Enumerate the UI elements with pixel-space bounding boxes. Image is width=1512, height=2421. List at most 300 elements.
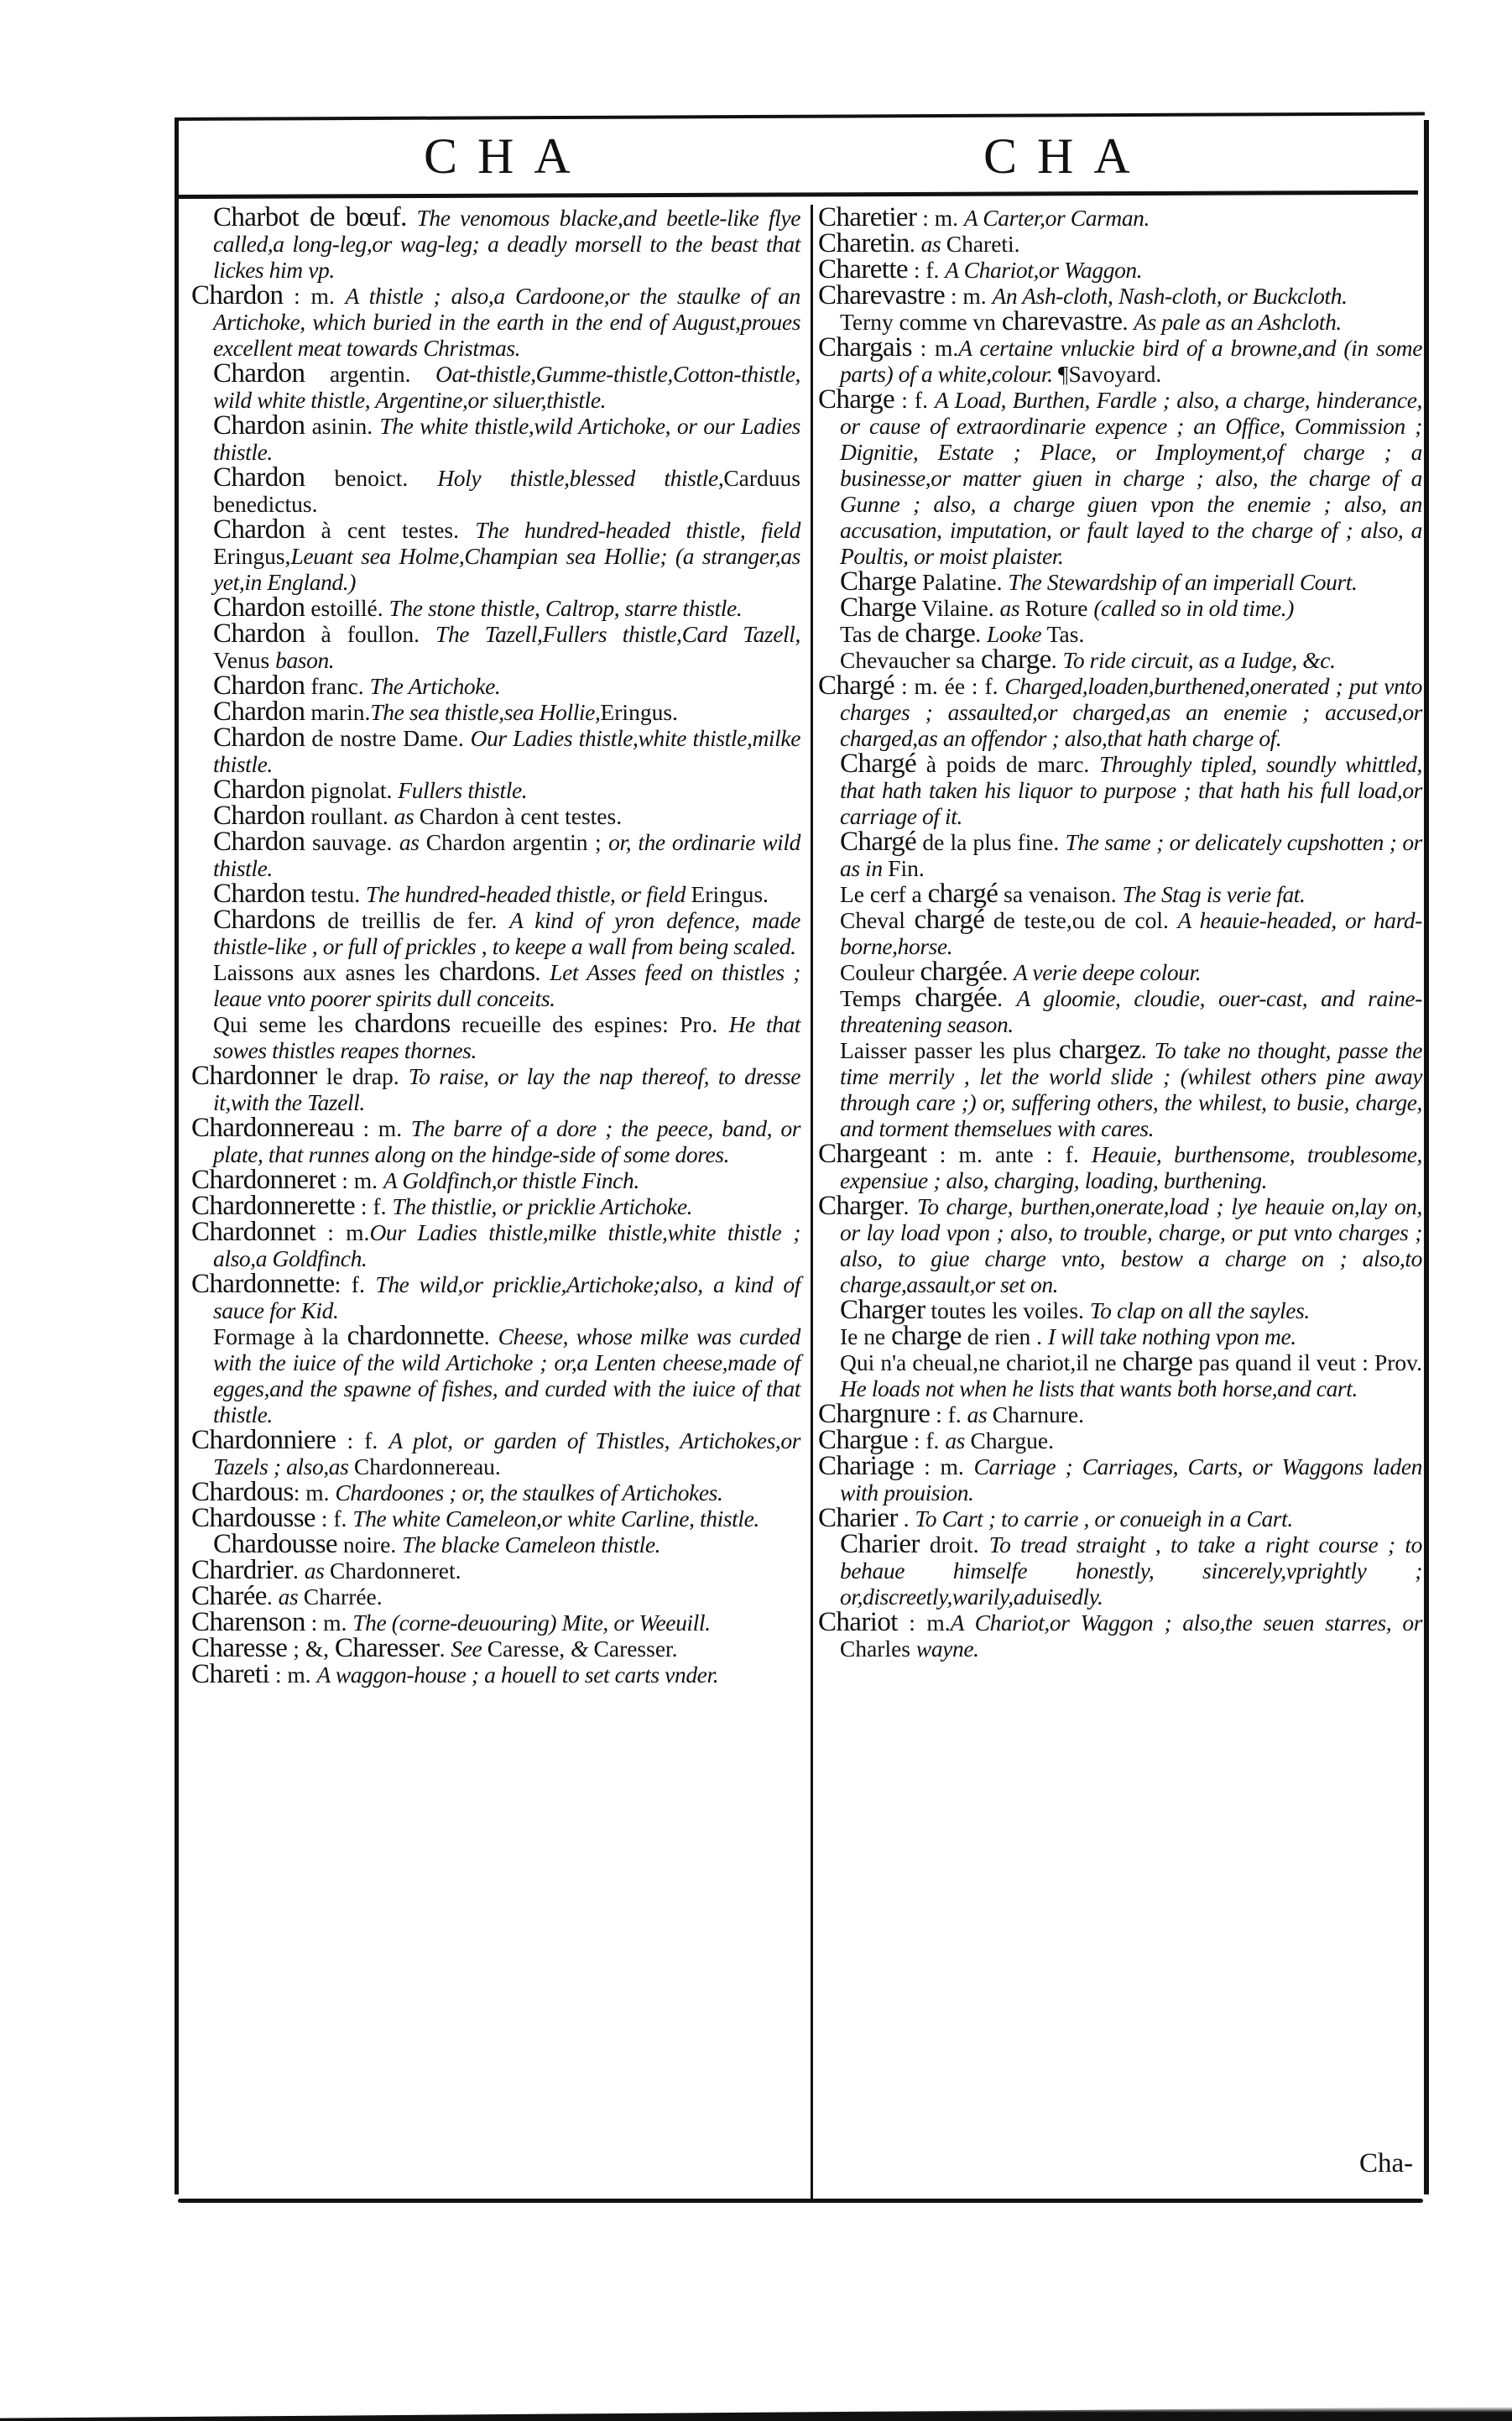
dictionary-entry bbox=[191, 1479, 800, 1505]
french-text: estoillé. bbox=[305, 595, 389, 621]
column-divider bbox=[811, 205, 813, 2202]
headword: Chardonnette bbox=[191, 1269, 335, 1299]
french-text: le drap. bbox=[316, 1063, 409, 1089]
french-text: pas quand il veut : Prov. bbox=[1192, 1349, 1422, 1375]
english-gloss: The (corne-deuouring) Mite, or Weeuill. bbox=[352, 1610, 711, 1636]
sub-entry bbox=[818, 907, 1422, 959]
english-gloss: As pale as an Ashcloth. bbox=[1134, 309, 1342, 335]
french-text: asinin. bbox=[305, 413, 380, 439]
french-text: Charrée. bbox=[303, 1584, 383, 1610]
french-text: toutes les voiles. bbox=[925, 1297, 1090, 1323]
english-gloss: or, the ordinarie wild thistle. bbox=[213, 829, 800, 881]
english-gloss: & bbox=[571, 1636, 594, 1662]
sub-entry bbox=[818, 959, 1422, 985]
sub-entry bbox=[191, 618, 800, 673]
headword: Chardon bbox=[213, 670, 305, 701]
french-text: Ie ne bbox=[840, 1323, 892, 1349]
sub-entry bbox=[191, 959, 800, 1011]
french-text: droit. bbox=[919, 1531, 989, 1557]
dictionary-entry bbox=[191, 1633, 800, 1663]
scan-edge bbox=[0, 2407, 1512, 2421]
french-text: benoict. bbox=[305, 465, 438, 491]
french-text: Eringus. bbox=[600, 699, 678, 725]
dictionary-entry bbox=[818, 1607, 1422, 1662]
french-text: . bbox=[1002, 959, 1014, 985]
dictionary-entry bbox=[818, 384, 1422, 569]
headword: Chardon bbox=[213, 514, 305, 545]
headword: Charge bbox=[818, 384, 895, 415]
french-text: : m. bbox=[336, 1167, 383, 1193]
french-text: . bbox=[266, 1584, 279, 1610]
headword: Charbot de bœuf. bbox=[213, 202, 407, 232]
french-text: marin. bbox=[305, 699, 371, 725]
english-gloss: A waggon-house ; a houell to set carts vnder. bbox=[316, 1662, 719, 1688]
headword: Chardon bbox=[213, 775, 305, 805]
english-gloss: A thistle ; also,a Cardoone,or the staulke of an Artichoke, which buried in the earth in the end of August,proues excellent meat towards Christmas. bbox=[213, 283, 800, 361]
french-text: : f. bbox=[334, 1271, 376, 1297]
french-text: . bbox=[903, 1193, 917, 1219]
right-column bbox=[818, 202, 1423, 1662]
dictionary-entry bbox=[818, 228, 1422, 258]
dictionary-entry bbox=[818, 1401, 1422, 1427]
headword: Charge bbox=[840, 566, 917, 597]
headword: Chardonnerette bbox=[191, 1191, 356, 1221]
sub-entry bbox=[191, 1011, 800, 1063]
english-gloss: A kind of yron defence, made thistle-like , or full of prickles , to keepe a wall from being scaled. bbox=[213, 907, 800, 959]
headword: Chardonniere bbox=[191, 1425, 336, 1455]
running-head-right: CHA bbox=[983, 128, 1150, 184]
french-text: Caresser. bbox=[593, 1636, 678, 1662]
dictionary-entry bbox=[818, 1505, 1422, 1531]
sub-entry bbox=[191, 410, 800, 465]
french-text: : f. bbox=[336, 1427, 389, 1453]
english-gloss: The hundred-headed thistle, field bbox=[475, 517, 801, 543]
english-gloss: The hundred-headed thistle, or field bbox=[366, 881, 691, 907]
english-gloss: Looke bbox=[986, 621, 1047, 647]
english-gloss: as bbox=[278, 1584, 304, 1610]
english-gloss: To Cart ; to carrie , or conueigh in a Cart. bbox=[915, 1505, 1293, 1531]
french-text: : m. bbox=[305, 1610, 353, 1636]
french-text: Caresse, bbox=[487, 1636, 571, 1662]
dictionary-entry bbox=[191, 1557, 800, 1584]
french-text: Chardonnereau. bbox=[353, 1453, 501, 1479]
english-gloss: The thistlie, or pricklie Artichoke. bbox=[392, 1193, 693, 1219]
headword: Charier bbox=[840, 1529, 920, 1559]
english-gloss: wayne. bbox=[915, 1636, 979, 1662]
sub-entry bbox=[818, 566, 1422, 597]
french-text: noire. bbox=[336, 1531, 403, 1557]
headword: Charger bbox=[818, 1191, 904, 1221]
english-gloss: The barre of a dore ; the peece, band, or plate, that runnes along on the hindge-side of some dores. bbox=[213, 1115, 800, 1167]
french-text: Chardon à cent testes. bbox=[419, 803, 623, 829]
english-gloss: A Load, Burthen, Fardle ; also, a charge, hinderance, or cause of extraordinarie expence ; an Office, Commission ; Dignitie, Estate ; Place, or Imployment,of charge ; a businesse,or matter giuen in charge ; also, the charge of a Gunne ; also, a charge giuen vpon the enemie ; also, an accusation, imputation, or fault layed to the charge of ; also, a Poultis, or moist plaister. bbox=[840, 387, 1422, 569]
headword: chargé bbox=[914, 905, 985, 935]
french-text: : f. bbox=[355, 1193, 393, 1219]
headword: Chardous bbox=[191, 1477, 294, 1507]
dictionary-entry bbox=[191, 1607, 800, 1637]
headword: Chardon bbox=[213, 618, 305, 649]
french-text: : m. bbox=[945, 283, 993, 309]
english-gloss: To tread straight , to take a right course ; to behaue himselfe honestly, sincerely,vprightly ; or,discreetly,warily,aduisedly. bbox=[840, 1531, 1422, 1610]
french-text: Chardon argentin ; bbox=[425, 829, 609, 855]
french-text: : f. bbox=[315, 1505, 353, 1531]
french-text: ¶Savoyard. bbox=[1058, 361, 1162, 387]
headword: Charetin bbox=[818, 228, 910, 258]
french-text: recueille des espines: Pro. bbox=[450, 1011, 729, 1037]
french-text: Charnure. bbox=[992, 1401, 1084, 1427]
french-text: sa venaison. bbox=[998, 881, 1123, 907]
french-text: . bbox=[1051, 647, 1063, 673]
headword: Chardrier bbox=[191, 1555, 294, 1585]
english-gloss: To charge, burthen,onerate,load ; lye heauie on,lay on, or lay load vpon ; also, to trouble, charge, or put vnto charges ; also, to giue charge vnto, bestow a charge on ; also,to charge,assault,or set on. bbox=[840, 1193, 1422, 1297]
french-text: : m. bbox=[269, 1662, 317, 1688]
headword: Chardonnereau bbox=[191, 1113, 354, 1143]
dictionary-entry bbox=[818, 1193, 1422, 1297]
headword: Chardon bbox=[191, 280, 284, 310]
sub-entry bbox=[191, 462, 800, 517]
french-text: . bbox=[483, 1323, 498, 1349]
french-text: Charles bbox=[840, 1636, 916, 1662]
dictionary-entry bbox=[818, 1427, 1422, 1453]
french-text: ; &, bbox=[287, 1636, 335, 1662]
sub-entry bbox=[191, 699, 800, 725]
english-gloss: as bbox=[399, 829, 426, 855]
english-gloss: Holy thistle,blessed thistle, bbox=[437, 465, 724, 491]
dictionary-entry bbox=[191, 280, 800, 361]
french-text: Qui n'a cheual,ne chariot,il ne bbox=[840, 1349, 1123, 1375]
headword: chargez bbox=[1058, 1035, 1141, 1065]
headword: charge bbox=[891, 1321, 962, 1351]
french-text: : m. bbox=[897, 1610, 951, 1636]
headword: charge bbox=[905, 618, 976, 649]
dictionary-entry bbox=[191, 1193, 800, 1219]
sub-entry bbox=[818, 1323, 1422, 1349]
english-gloss: To raise, or lay the nap thereof, to dresse it,with the Tazell. bbox=[213, 1063, 800, 1115]
sub-entry bbox=[818, 592, 1422, 623]
headword: Charetier bbox=[818, 202, 917, 232]
dictionary-entry bbox=[818, 1453, 1422, 1505]
sub-entry bbox=[818, 1297, 1422, 1323]
headword: chargée bbox=[915, 983, 998, 1013]
headword: Chariage bbox=[818, 1451, 915, 1481]
french-text: de teste,ou de col. bbox=[984, 907, 1178, 933]
headword: Chardousse bbox=[191, 1503, 315, 1533]
french-text: Temps bbox=[840, 985, 915, 1011]
headword: Chardon bbox=[213, 801, 305, 831]
headword: Charenson bbox=[191, 1607, 305, 1637]
french-text: . bbox=[909, 231, 921, 257]
dictionary-entry bbox=[818, 1141, 1422, 1193]
sub-entry bbox=[191, 1323, 800, 1427]
headword: Chargnure bbox=[818, 1399, 931, 1429]
french-text: : f. bbox=[894, 387, 936, 413]
french-text: Chargue. bbox=[970, 1427, 1054, 1453]
headword: Chardonner bbox=[191, 1061, 317, 1091]
french-text: Terny comme vn bbox=[840, 309, 1002, 335]
english-gloss: A verie deepe colour. bbox=[1014, 959, 1202, 985]
english-gloss: as bbox=[920, 231, 946, 257]
dictionary-entry bbox=[191, 1505, 800, 1531]
english-gloss: The stone thistle, Caltrop, starre thistle. bbox=[388, 595, 743, 621]
sub-entry bbox=[191, 670, 800, 701]
dictionary-entry bbox=[191, 1581, 800, 1611]
headword: Charevastre bbox=[818, 280, 945, 310]
english-gloss: Our Ladies thistle,milke thistle,white thistle ; also,a Goldfinch. bbox=[213, 1219, 800, 1271]
french-text: . bbox=[997, 985, 1017, 1011]
french-text: testu. bbox=[305, 881, 367, 907]
french-text: : m. bbox=[293, 1479, 336, 1505]
headword: Chardonnet bbox=[191, 1217, 315, 1247]
english-gloss: as bbox=[999, 595, 1025, 621]
french-text: Tas de bbox=[840, 621, 905, 647]
english-gloss: as bbox=[394, 803, 420, 829]
english-gloss: A Goldfinch,or thistle Finch. bbox=[383, 1167, 639, 1193]
english-gloss: He loads not when he lists that wants both horse,and cart. bbox=[840, 1375, 1358, 1401]
french-text: : f. bbox=[908, 1427, 946, 1453]
english-gloss: To clap on all the sayles. bbox=[1089, 1297, 1310, 1323]
english-gloss: The sea thistle,sea Hollie, bbox=[370, 699, 601, 725]
english-gloss: bason. bbox=[275, 647, 335, 673]
english-gloss: Fullers thistle. bbox=[398, 777, 528, 803]
english-gloss: See bbox=[451, 1636, 487, 1662]
dictionary-entry bbox=[191, 1427, 800, 1479]
headword: charge bbox=[1122, 1347, 1193, 1377]
dictionary-entry bbox=[818, 280, 1422, 310]
french-text: Tas. bbox=[1046, 621, 1085, 647]
french-text: de nostre Dame. bbox=[305, 725, 471, 751]
english-gloss: A Chariot,or Waggon. bbox=[945, 257, 1143, 283]
english-gloss: An Ash-cloth, Nash-cloth, or Buckcloth. bbox=[992, 283, 1348, 309]
headword: Chardousse bbox=[213, 1529, 337, 1559]
french-text: franc. bbox=[305, 673, 370, 699]
sub-entry bbox=[191, 829, 800, 881]
french-text: argentin. bbox=[305, 361, 435, 387]
french-text: de rien . bbox=[961, 1323, 1048, 1349]
headword: Chardon bbox=[213, 697, 305, 727]
headword: Chariot bbox=[818, 1607, 898, 1637]
english-gloss: The Stag is verie fat. bbox=[1122, 881, 1306, 907]
french-text: Le cerf a bbox=[840, 881, 928, 907]
dictionary-entry bbox=[191, 1271, 800, 1323]
french-text: Palatine. bbox=[916, 569, 1009, 595]
sub-entry bbox=[191, 202, 800, 283]
english-gloss: A certaine vnluckie bird of a browne,and (in some parts) of a white,colour. bbox=[840, 335, 1423, 387]
running-head-left: CHA bbox=[424, 128, 591, 184]
english-gloss: A heauie-headed, or hard-borne,horse. bbox=[840, 907, 1423, 959]
sub-entry bbox=[191, 1531, 800, 1557]
french-text: Laisser passer les plus bbox=[840, 1037, 1059, 1063]
english-gloss: The same ; or delicately cupshotten ; or as in bbox=[840, 829, 1422, 881]
headword: Chargé bbox=[840, 749, 917, 779]
headword: Chargeant bbox=[818, 1139, 927, 1169]
sub-entry bbox=[191, 514, 801, 595]
french-text: à cent testes. bbox=[305, 517, 476, 543]
french-text: : m. ante : f. bbox=[926, 1141, 1092, 1167]
sub-entry bbox=[191, 803, 800, 829]
english-gloss: A plot, or garden of Thistles, Artichokes,or Tazels ; also,as bbox=[213, 1427, 800, 1479]
french-text: Vilaine. bbox=[916, 595, 1000, 621]
sub-entry bbox=[818, 1531, 1422, 1610]
headword: charevastre bbox=[1001, 306, 1123, 337]
french-text: : m. bbox=[911, 335, 959, 361]
english-gloss: The Artichoke. bbox=[369, 673, 501, 699]
english-gloss: Throughly tipled, soundly whittled, that hath taken his liquor to purpose ; that hath his full load,or carriage of it. bbox=[840, 751, 1423, 829]
english-gloss: He that sowes thistles reapes thornes. bbox=[213, 1011, 801, 1063]
headword: Charier bbox=[818, 1503, 898, 1533]
french-text: roullant. bbox=[305, 803, 394, 829]
french-text: : m. ée : f. bbox=[894, 673, 1005, 699]
headword: Chargé bbox=[818, 670, 895, 701]
sub-entry bbox=[191, 881, 800, 907]
french-text: : m. bbox=[315, 1219, 370, 1245]
french-text: Roture bbox=[1025, 595, 1094, 621]
french-text: . bbox=[534, 959, 550, 985]
catchword: Cha- bbox=[1359, 2148, 1414, 2178]
english-gloss: Chardoones ; or, the staulkes of Artichokes. bbox=[335, 1479, 723, 1505]
french-text: à poids de marc. bbox=[916, 751, 1099, 777]
sub-entry bbox=[818, 751, 1422, 829]
english-gloss: Oat-thistle,Gumme-thistle,Cotton-thistle, wild white thistle, Argentine,or siluer,thistle. bbox=[213, 361, 800, 413]
english-gloss: Cheese, whose milke was curded with the iuice of the wild Artichoke ; or,a Lenten cheese,made of egges,and the spawne of fishes, and curded with the iuice of that thistle. bbox=[213, 1323, 800, 1427]
sub-entry bbox=[818, 985, 1422, 1037]
french-text: . bbox=[293, 1557, 305, 1584]
headword: Chargé bbox=[840, 827, 917, 857]
english-gloss: as bbox=[304, 1557, 330, 1584]
french-text: . bbox=[439, 1636, 451, 1662]
english-gloss: as bbox=[967, 1401, 993, 1427]
french-text: de treillis de fer. bbox=[315, 907, 510, 933]
french-text: : m. bbox=[914, 1453, 974, 1479]
sub-entry bbox=[191, 907, 800, 959]
french-text: Chevaucher sa bbox=[840, 647, 981, 673]
french-text: Qui seme les bbox=[213, 1011, 355, 1037]
sub-entry bbox=[191, 592, 800, 623]
french-text: Formage à la bbox=[213, 1323, 347, 1349]
headword: Charesse bbox=[191, 1633, 288, 1663]
sub-entry bbox=[818, 644, 1422, 675]
dictionary-entry bbox=[191, 1115, 800, 1167]
sub-entry bbox=[818, 829, 1422, 881]
french-text: . bbox=[975, 621, 987, 647]
sub-entry bbox=[191, 777, 800, 803]
headword: chardonnette bbox=[347, 1321, 484, 1351]
headword: Chardon bbox=[213, 358, 305, 389]
french-text: à foullon. bbox=[305, 621, 436, 647]
french-text: de la plus fine. bbox=[916, 829, 1066, 855]
left-column bbox=[191, 202, 801, 1689]
english-gloss: I will take nothing vpon me. bbox=[1047, 1323, 1296, 1349]
headword: Charge bbox=[840, 592, 917, 623]
french-text: Chardonneret. bbox=[329, 1557, 461, 1584]
headword: Chardon bbox=[213, 592, 305, 623]
headword: Chareti bbox=[191, 1659, 269, 1689]
sub-entry bbox=[818, 618, 1422, 649]
headword: chardons bbox=[354, 1009, 451, 1039]
english-gloss: The white thistle,wild Artichoke, or our Ladies thistle. bbox=[213, 413, 800, 465]
french-text: Eringus. bbox=[691, 881, 769, 907]
english-gloss: Let Asses feed on thistles ; leaue vnto poorer spirits dull conceits. bbox=[213, 959, 800, 1011]
sub-entry bbox=[191, 358, 800, 413]
english-gloss: A Chariot,or Waggon ; also,the seuen starres, or bbox=[950, 1610, 1422, 1636]
headword: Chardonneret bbox=[191, 1165, 336, 1195]
french-text: Laissons aux asnes les bbox=[213, 959, 440, 985]
headword: Chardon bbox=[213, 410, 305, 441]
headword: Chardon bbox=[213, 827, 305, 857]
english-gloss: A gloomie, cloudie, ouer-cast, and raine-threatening season. bbox=[840, 985, 1422, 1037]
english-gloss: The blacke Cameleon thistle. bbox=[402, 1531, 661, 1557]
dictionary-entry bbox=[818, 332, 1423, 387]
sub-entry bbox=[818, 1349, 1422, 1401]
english-gloss: The white Cameleon,or white Carline, thistle. bbox=[352, 1505, 759, 1531]
english-gloss: as bbox=[945, 1427, 971, 1453]
headword: chargée bbox=[920, 957, 1003, 987]
english-gloss: Leuant sea Holme,Champian sea Hollie; (a stranger,as yet,in England.) bbox=[213, 543, 800, 595]
dictionary-entry bbox=[191, 1167, 800, 1193]
english-gloss: To ride circuit, as a Iudge, &c. bbox=[1062, 647, 1336, 673]
french-text: pignolat. bbox=[305, 777, 399, 803]
headword: chargé bbox=[927, 879, 998, 909]
sub-entry bbox=[818, 306, 1422, 337]
french-text: Venus bbox=[213, 647, 276, 673]
headword: Charée bbox=[191, 1581, 267, 1611]
french-text: Carduus benedictus. bbox=[213, 465, 800, 517]
french-text: : f. bbox=[930, 1401, 967, 1427]
dictionary-entry bbox=[818, 254, 1422, 284]
french-text: Couleur bbox=[840, 959, 920, 985]
english-gloss: Our Ladies thistle,white thistle,milke thistle. bbox=[213, 725, 800, 777]
english-gloss: The venomous blacke,and beetle-like flye called,a long-leg,or wag-leg; a deadly morsell to the beast that lickes him vp. bbox=[213, 205, 800, 283]
english-gloss: The wild,or pricklie,Artichoke;also, a kind of sauce for Kid. bbox=[213, 1271, 800, 1323]
french-text: Eringus, bbox=[213, 543, 291, 569]
dictionary-entry bbox=[191, 1063, 800, 1115]
headword: Chardons bbox=[213, 905, 315, 935]
french-text: . bbox=[1140, 1037, 1155, 1063]
headword: Chargue bbox=[818, 1425, 908, 1455]
headword: Chargais bbox=[818, 332, 912, 363]
english-gloss: Charged,loaden,burthened,onerated ; put vnto charges ; assaulted,or charged,as an enemie ; accused,or charged,as an offendor ; also,that hath charge of. bbox=[840, 673, 1422, 751]
dictionary-entry bbox=[191, 1659, 800, 1689]
french-text: Cheval bbox=[840, 907, 915, 933]
english-gloss: A Carter,or Carman. bbox=[963, 205, 1150, 231]
bottom-rule bbox=[178, 2199, 1423, 2203]
french-text: . bbox=[1122, 309, 1134, 335]
french-text: : m. bbox=[916, 205, 964, 231]
english-gloss: (called so in old time.) bbox=[1093, 595, 1295, 621]
sub-entry bbox=[818, 1037, 1422, 1141]
headword: Charger bbox=[840, 1295, 925, 1325]
french-text: Chareti. bbox=[946, 231, 1020, 257]
english-gloss: Carriage ; Carriages, Carts, or Waggons laden with prouision. bbox=[840, 1453, 1422, 1505]
headword: Chardon bbox=[213, 723, 305, 753]
sub-entry bbox=[818, 881, 1422, 907]
french-text: : m. bbox=[283, 283, 346, 309]
french-text: . bbox=[897, 1505, 915, 1531]
headword: charge bbox=[980, 644, 1051, 675]
english-gloss: Heauie, burthensome, troublesome, expensiue ; also, charging, loading, burthening. bbox=[840, 1141, 1422, 1193]
dictionary-entry bbox=[191, 1219, 800, 1271]
french-text: Fin. bbox=[888, 855, 925, 881]
french-text: sauvage. bbox=[305, 829, 399, 855]
headword: Chardon bbox=[213, 879, 305, 909]
french-text: : m. bbox=[353, 1115, 411, 1141]
headword: chardons bbox=[439, 957, 535, 987]
headword: Charesser bbox=[334, 1633, 440, 1663]
headword: Charette bbox=[818, 254, 908, 284]
english-gloss: To take no thought, passe the time merrily , let the world slide ; (whilest others pine away through care ;) or, suffering others, the whilest, to busie, charge, and torment themselues with cares. bbox=[840, 1037, 1423, 1141]
english-gloss: The Tazell,Fullers thistle,Card Tazell, bbox=[435, 621, 800, 647]
sub-entry bbox=[191, 725, 800, 777]
dictionary-entry bbox=[818, 202, 1422, 232]
